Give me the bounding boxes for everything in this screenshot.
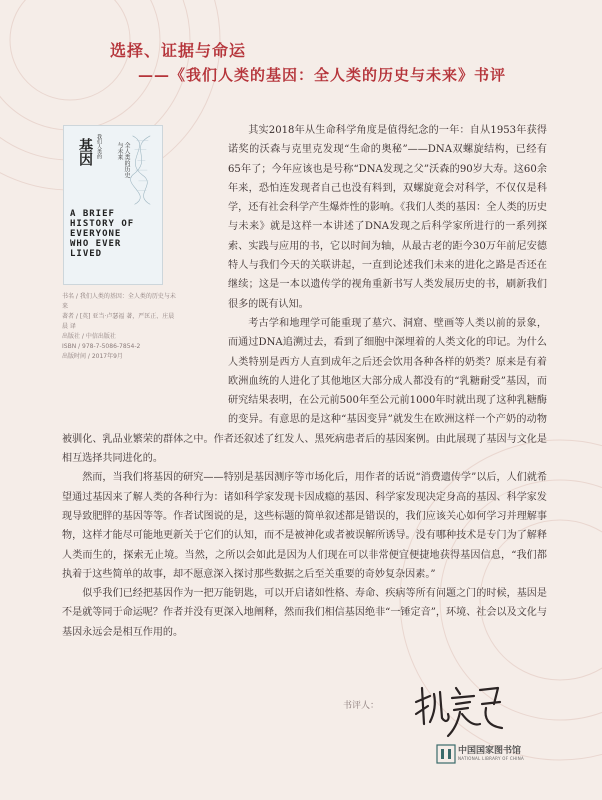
- page-subtitle: ——《我们人类的基因：全人类的历史与未来》书评: [138, 66, 507, 84]
- library-logo: [436, 742, 548, 770]
- cover-title: 基因: [77, 138, 93, 166]
- meta-publisher: 出版社 / 中信出版社: [62, 333, 116, 340]
- cover-english-line: WHO EVER: [70, 239, 122, 249]
- cover-english-title: [70, 209, 162, 259]
- cover-english-line: EVERYONE: [70, 229, 122, 239]
- cover-title-small: 我们人类的: [96, 134, 102, 159]
- cover-subtitle: [106, 142, 130, 200]
- cover-english-line: LIVED: [70, 249, 103, 259]
- paragraph-3: 然而，当我们将基因的研究——特别是基因测序等市场化后，用作者的话说“消费遗传学”以后，人们就希望通过基因来了解人类的各种行为：诸如科学家发现卡因成瘾的基因、科学家发现决定身高的基因、科学家发现导致肥胖的基因等等。作者试图说的是，这些标题的简单叙述都是错误的，我们应该关心如何学习并理解事物，这样才能尽可能地更新关于它们的认知，而不是被神化或者被误解所诱导。没有哪种技术是专门为了解释人类而生的，探索无止境。当然，之所以会如此是因为人们现在可以非常便宜便捷地获得基因信息，“我们都执着于这些简单的故事，却不愿意深入探讨那些数据之后至关重要的奇妙复杂因素。”: [62, 472, 547, 580]
- book-cover: [63, 125, 163, 285]
- paragraph-2: 考古学和地理学可能重现了墓穴、洞窟、壁画等人类以前的景象，而通过DNA追溯过去，看到了细胞中深埋着的人类文化的印记。为什么人类特别是西方人直到成年之后还会饮用各种各样的奶类？原来是有着欧洲血统的人进化了其他地区大部分成人都没有的“乳糖耐受”基因，而研究结果表明，在公元前500年至公元前1000年时就出现了这种乳糖酶的变异。有意思的是这种“基因变异”就发生在欧洲这样一个产奶的动物被驯化、乳品业繁荣的群体之中。作者还叙述了红发人、黑死病患者后的基因案例。由此展现了基因与文化是相互选择共同进化的。: [62, 317, 547, 465]
- paragraph-1: 其实2018年从生命科学角度是值得纪念的一年：自从1953年获得诺奖的沃森与克里克发现“生命的奥秘”——DNA双螺旋结构，已经有65年了；今年应该也是号称“DNA发现之父”沃森的90岁大寿。这60余年来，恐怕连发现者自己也没有料到，双螺旋竟会对科学，不仅仅是科学，还有社会科学产生爆炸性的影响。《我们人类的基因：全人类的历史与未来》就是这样一本讲述了DNA发现之后科学家所进行的一系列探索、实践与应用的书，它以时间为轴，从最古老的距今30万年前尼安德特人与我们今天的关联讲起，一直到论述我们未来的进化之路是否还在继续；这是一本以遗传学的视角重新书写人类发展历史的书，刷新我们很多的既有认知。: [228, 125, 547, 310]
- reviewer-signature: [410, 674, 510, 742]
- paragraph-4: 似乎我们已经把基因作为一把万能钥匙，可以开启诸如性格、寿命、疾病等所有问题之门的时候，基因是不是就等同于命运呢？作者并没有更深入地阐释，然而我们相信基因绝非“一锤定音”，环境、社会以及文化与基因永远会是相互作用的。: [62, 588, 547, 638]
- book-metadata: [62, 292, 180, 362]
- meta-title: 书名 / 我们人类的基因：全人类的历史与未来: [62, 293, 176, 310]
- cover-english-line: A BRIEF: [70, 209, 115, 219]
- page-title: 选择、证据与命运: [110, 41, 247, 60]
- meta-author: 著者 / [英] 亚当·卢瑟福 著，严匡正、庄晨晨 译: [62, 313, 175, 330]
- library-emblem-icon: [436, 744, 456, 764]
- meta-date: 出版时间 / 2017年9月: [62, 353, 123, 360]
- cover-subtitle-line: 与未来: [116, 142, 123, 160]
- meta-isbn: ISBN / 978-7-5086-7854-2: [62, 343, 141, 350]
- library-name-zh: 中国国家图书馆: [458, 746, 522, 756]
- cover-english-line: HISTORY OF: [70, 219, 135, 229]
- cover-subtitle-line: 全人类的历史: [123, 142, 130, 178]
- reviewer-label: 书评人：: [343, 701, 380, 711]
- library-name-en: NATIONAL LIBRARY OF CHINA: [458, 756, 525, 761]
